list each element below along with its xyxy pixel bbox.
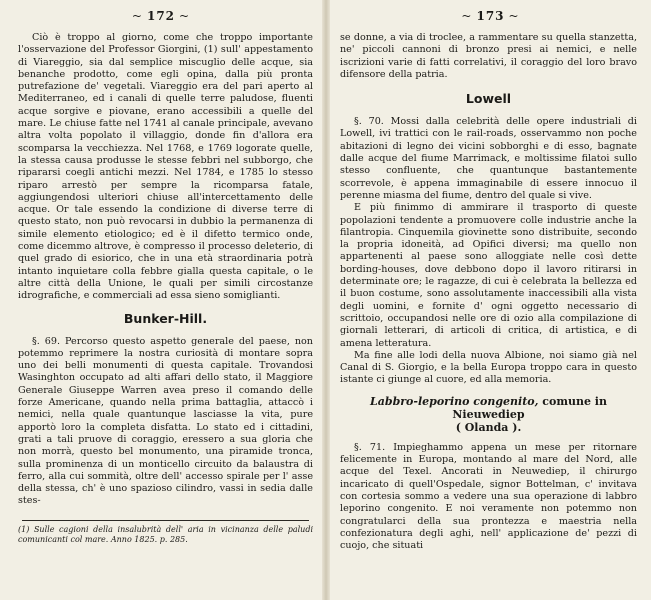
book-gutter <box>322 0 330 600</box>
section-heading: Lowell <box>465 91 512 107</box>
text-column <box>0 32 322 545</box>
right-page <box>330 0 651 600</box>
subtitle-italic: Labbro-leporino congenito, <box>370 394 539 408</box>
page-number: 173 <box>476 9 505 23</box>
footnote: (1) Sulle cagioni della insalubrità dell' aria in vicinanza delle paludi comunicanti col mare. Anno 1825. p. 285. <box>18 524 313 544</box>
paragraph: §. 70. Mossi dalla celebrità delle opere industriali di Lowell, ivi trattici con le rail-roads, osservammo non poche abitazioni di legno dei vicini sobborghi e di esso, bagnate dalle acque del fiume Marrimack, e moltissime filatoi sullo stesso confluente, che quantunque bastantemente scorrevole, è appena immaginabile di essere innocuo il perenne miasma del fiume, dentro del quale si vive. <box>340 116 637 201</box>
page-header: ~ 172 ~ <box>131 9 191 23</box>
paragraph: E più finimmo di ammirare il trasporto di queste popolazioni tendente a promuovere colle industrie anche la filantropia. Cinquemila giovinette sono distribuite, secondo la propria idoneità, ad Opifici diversi; ma quello non appartenenti al paese sono alloggiate nelle così dette bording-houses, dove debbono dopo il lavoro ritirarsi in determinate ore; le ragazze, di cui è celebrata la bellezza ed il buon costume, sono assolutamente inaccessibili alla vista degli uomini, e fornite d' ogni oggetto necessario di scrittoio, occupandosi nelle ore di ozio alla compilazione di giornali letterari, di articoli di critica, di artistica, e di amena letteratura. <box>340 202 637 349</box>
paragraph: §. 69. Percorso questo aspetto generale del paese, non potemmo reprimere la nostra curiosità di montare sopra uno dei belli monumenti di questa capitale. Trovandosi Wasinghton occupato ad alti affari dello stato, il Maggiore Generale Giuseppe Warren avea preso il comando delle forze Americane, quando nella prima battaglia, attaccò i nemici, nella quale quantunque lasciasse la vita, pure apportò loro la completa disfatta. Lo stato ed i cittadini, grati a tali pruove di coraggio, eressero a sua gloria che non morrà, questo bel monumento, una piramide tronca, sulla prominenza di un monticello circuito da balaustra di ferro, alla cui sommità, oltre dell' accesso spirale per l' asse della stessa, ch' è uno spazioso cilindro, vassi in sedia dalle stes- <box>18 335 313 507</box>
paragraph: §. 71. Impieghammo appena un mese per ritornare felicemente in Europa, montando al mare del Nord, alle acque del Texel. Ancorati in Neuwediep, il chirurgo incaricato di quell'Ospedale, signor Bottelman, c' invitava con cortesia sommo a vedere una sua operazione di labbro leporino congenito. E noi veramente non potemmo non congratularci della sua prontezza e maestria nella confezionatura degli aghi, nell' applicazione de' pezzi di cuojo, che situati <box>340 441 637 552</box>
text-column <box>330 32 651 552</box>
paragraph: Ma fine alle lodi della nuova Albione, noi siamo già nel Canal di S. Giorgio, e la bella Europa troppo cara in questo istante ci giunge al cuore, ed alla memoria. <box>340 349 637 386</box>
page-number: 172 <box>146 9 176 23</box>
paragraph: se donne, a via di troclee, a rammentare su quella stanzetta, ne' piccoli cannoni di bronzo presi ai nemici, e nelle iscrizioni varie di fatti correlativi, il coraggio del loro bravo difensore della patria. <box>340 32 637 80</box>
section-heading-line2: ( Olanda ). <box>455 420 522 434</box>
page-header: ~ 173 ~ <box>461 9 520 23</box>
paragraph: Ciò è troppo al giorno, come che troppo importante l'osservazione del Professor Giorgini, (1) sull' appestamento di Viareggio, sia dal semplice miscuglio delle acque, sia benanche prodotto, come egli opina, dalla più pronta putrefazione de' vegetali. Viareggio era del pari aperto al Mediterraneo, ed i canali di quelle terre paludose, fluenti acque sorgive e piovane, erano accessibili a quelle del mare. Le chiuse fatte nel 1741 al canale principale, avevano altra volta popolato il villaggio, donde fin d'allora era scomparsa la vecchiezza. Nel 1768, e 1769 logorate quelle, la stessa causa produsse le stesse febbri nel subborgo, che ripararsi coegli antichi mezzi. Nel 1784, e 1785 lo stesso riparo arrestò per sempre la ricomparsa fatale, aggiungendosi ulteriori chiuse all'intercettamento delle acque. Or tale essendo la condizione di diverse terre di questo stato, non può revocarsi in dubbio la permanenza di simile elemento etiologico; ed è il difetto termico onde, come dicemmo altrove, è compresso il processo deleterio, di quel grado di esiorico, che in una età straordinaria potrà intanto inquietare colla febbre gialla questa capitale, o le altre città della Unione, le quali per simili circostanze idrografiche, e commerciali ad essa sieno somiglianti. <box>18 32 313 302</box>
section-heading <box>340 395 637 421</box>
subtitle-rest: comune in Nieuwediep <box>452 394 607 421</box>
section-heading: Bunker-Hill. <box>123 310 208 326</box>
left-page <box>0 0 322 600</box>
